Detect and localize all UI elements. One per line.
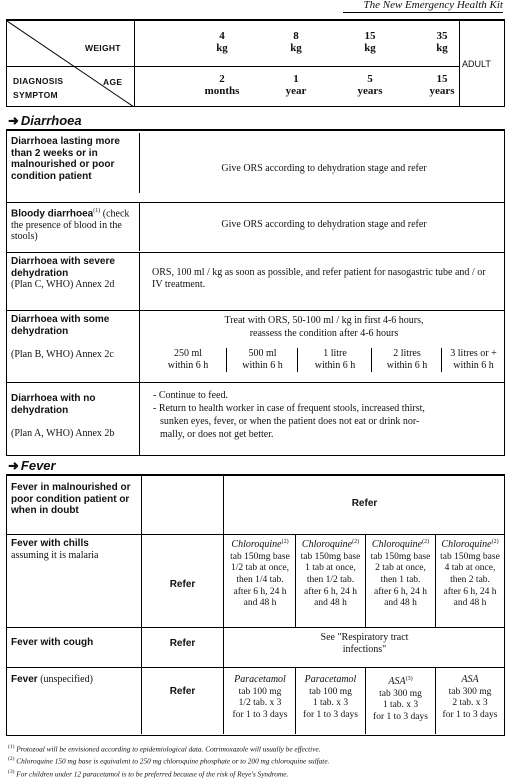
section-heading-fever: ➜ Fever [8,458,56,473]
refer-label: Refer [142,628,224,668]
dose-cell: ASA$^{(3)}$ tab 300 mg 1 tab. x 3 for 1 to 3 days [365,668,435,734]
footnotes [8,742,329,779]
diag-cell: Fever with cough [7,628,142,668]
footnote-2: $^{(2)}$ Chloroquine 150 mg base is equivalent to 250 mg chloroquine phosphate or to 200 mg chloroquine sulfate. [8,756,330,766]
dose-cell: Paracetamol tab 100 mg 1 tab. x 3 for 1 to 3 days [295,668,365,734]
refer-label: Refer [142,668,224,734]
header-grid [6,19,505,107]
dose-cell: Chloroquine$^{(2)}$ tab 150mg base 2 tab at once, then 1 tab. after 6 h, 24 h and 48 h [365,535,435,627]
weight-col-4: 35 kg [436,30,448,54]
diag-cell: Diarrhoea with some dehydration (Plan B, WHO) Annex 2c [7,311,140,383]
instruction-line: mally, or does not get better. [160,429,274,440]
diag-cell: Fever with chills assuming it is malaria [7,535,142,627]
age-label: AGE [103,77,123,87]
section-heading-diarrhoea: ➜ Diarrhoea [8,113,82,128]
refer-text: Refer [351,498,378,509]
empty-cell [142,476,224,534]
dose-cell: ASA tab 300 mg 2 tab. x 3 for 1 to 3 days [435,668,504,734]
dose-cell: 250 ml within 6 h [167,348,209,371]
diag-cell: Diarrhoea with no dehydration (Plan A, WHO) Annex 2b [7,383,140,455]
dose-cell: 2 litres within 6 h [371,348,442,372]
dose-cell: Chloroquine$^{(2)}$ tab 150mg base 1/2 tab at once, then 1/4 tab. after 6 h, 24 h and 48 h [230,539,290,609]
dose-cell: Chloroquine$^{(2)}$ tab 150mg base 1 tab at once, then 1/2 tab. after 6 h, 24 h and 48 h [295,535,365,627]
weight-col-2: 8 kg [290,30,302,54]
footnote-3: $^{(3)}$ For children under 12 paracetamol is to be preferred because of the risk of Reye's Syndrome. [8,768,289,779]
diag-cell: Diarrhoea lasting more than 2 weeks or in malnourished or poor condition patient [7,133,140,193]
arrow-right-icon: ➜ [8,113,19,128]
diag-cell: Fever (unspecified) [7,668,142,734]
footnote-1: $^{(1)}$ Protozoal will be envisioned according to epidemiological data. Cotrimoxazole will usually be effective. [8,744,321,754]
dose-cell: 500 ml within 6 h [226,348,298,372]
running-title: The New Emergency Health Kit [343,0,503,13]
instruction-text: ORS, 100 ml / kg as soon as possible, and refer patient for nasogastric tube and / or IV treatment. [152,267,486,290]
age-col-3: 5 years [357,73,383,97]
instruction-text: Give ORS according to dehydration stage and refer [221,163,427,174]
header-split-line [134,66,460,67]
dose-cell: 1 litre within 6 h [297,348,372,372]
instruction-text: See "Respiratory tract infections" [320,632,409,655]
instruction-text: Give ORS according to dehydration stage and refer [221,219,427,230]
weight-col-3: 15 kg [364,30,376,54]
instruction-line: sunken eyes, fever, or when the patient does not eat or drink nor- [160,416,420,427]
dose-cell: Paracetamol tab 100 mg 1/2 tab. x 3 for 1 to 3 days [232,674,288,720]
adult-label: ADULT [462,59,491,69]
header-split-line [7,66,134,67]
diarrhoea-table [6,131,505,456]
arrow-right-icon: ➜ [8,458,19,473]
diag-cell: Bloody diarrhoea$^{(1)}$ (check the presence of blood in the stools) [7,203,140,251]
age-col-4: 15 years [429,73,455,97]
diag-cell: Diarrhoea with severe dehydration (Plan C, WHO) Annex 2d [7,253,140,311]
age-col-1: 2 months [204,73,240,97]
instruction-line: Treat with ORS, 50-100 ml / kg in first 4-6 hours, [224,315,424,326]
header-corner-cell [7,21,135,107]
fever-table [6,476,505,736]
refer-label: Refer [142,535,224,627]
symptom-label: SYMPTOM [13,90,58,100]
instruction-line: - Continue to feed. [153,390,228,401]
instruction-line: reassess the condition after 4-6 hours [249,328,399,339]
dose-cell: Chloroquine$^{(2)}$ tab 150mg base 4 tab at once, then 2 tab. after 6 h, 24 h and 48 h [435,535,504,627]
diagnosis-label: DIAGNOSIS [13,76,64,86]
weight-label: WEIGHT [85,43,121,53]
dose-cell: 3 litres or + within 6 h [441,348,505,372]
instruction-line: - Return to health worker in case of frequent stools, increased thirst, [153,403,425,414]
age-col-2: 1 year [285,73,307,97]
weight-col-1: 4 kg [216,30,228,54]
diag-cell: Fever in malnourished or poor condition patient or when in doubt [7,476,142,534]
